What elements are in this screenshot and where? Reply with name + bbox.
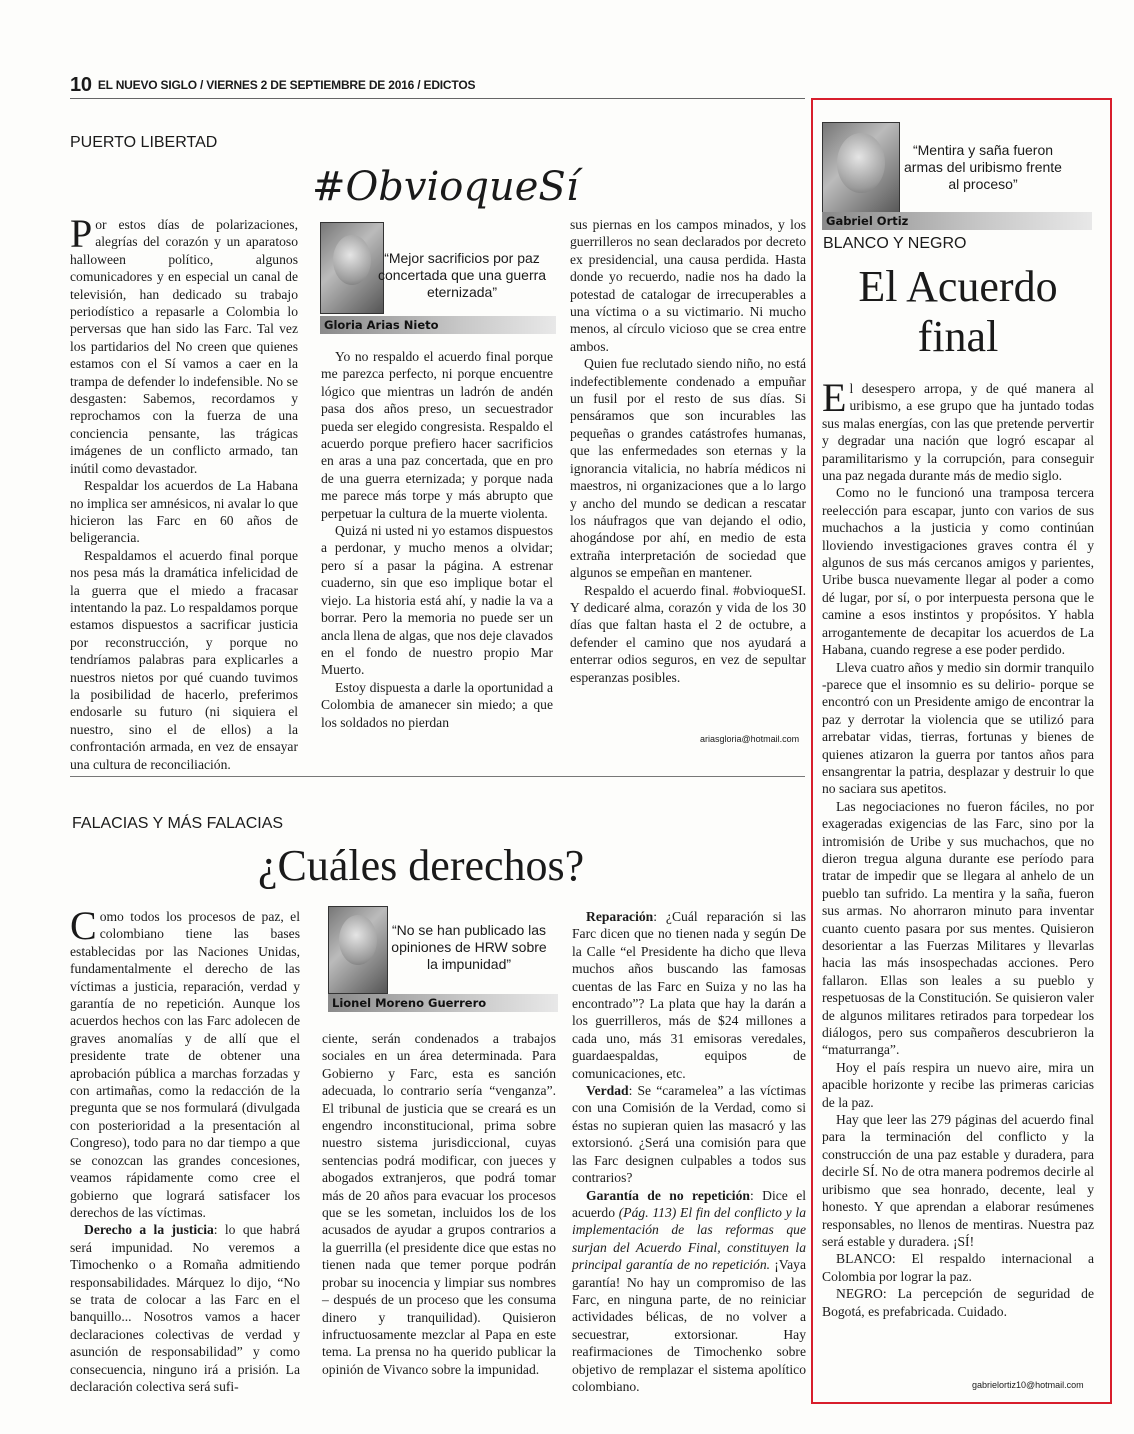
article1-c3-p1: sus piernas en los campos minados, y los guerrilleros no sean declarados por decreto ex presidencial, una causa perdida. Hasta donde yo recuerdo, nadie nos ha dado la potestad de catalogar de irrecuperables a una víctima o a su victimario. Ni mucho menos, al círculo vicioso que se crea entre ambos. [570,217,806,354]
article2-reparacion-text: : ¿Cuál reparación si las Farc dicen que no tienen nada y según De la Calle “el Presidente ha dicho que lleva muchos años buscando las famosas cuentas de las Farc en Suiza y no las ha encontrado”? La plata que hay la darán a los guerrilleros, más de $24 millones a cada uno, más 31 emisoras veredales, guardaespaldas, equipos de comunicaciones, etc. [572,909,806,1081]
article3-column [822,375,1094,1320]
article1-column-2 [321,348,553,731]
article1-section: PUERTO LIBERTAD [70,134,218,151]
article3-p5: Hoy el país respira un nuevo aire, mira un apacible horizonte y recibe las primeras caricias de la paz. [822,1059,1094,1110]
article3-dropcap: E [822,375,847,420]
article2-garantia-text-b: ¡Vaya garantía! No hay un compromiso de las Farc, en ninguna parte, de no reiniciar actividades bélicas, de no volver a secuestrar, extorsionar. Hay reafirmaciones de Timochenko sobre objetivo de remplazar el sistema apolítico colombiano. [572,1257,806,1394]
article2-dropcap: C [70,903,97,948]
article2-justicia-label: Derecho a la justicia [84,1222,214,1238]
article1-column-3 [570,216,806,686]
article3-headline-line2: final [917,312,999,361]
page-number: 10 [70,74,92,96]
article3-p8: NEGRO: La percepción de seguridad de Bogotá, es prefabricada. Cuidado. [822,1286,1094,1319]
article2-garantia-label: Garantía de no repetición [586,1187,750,1203]
article1-email: ariasgloria@hotmail.com [700,734,800,744]
article2-c1-p2: : lo que habrá será impunidad. No veremos a Timochenko o a Romaña admitiendo responsabilidades. Márquez lo dijo, “No se trata de colocar a las Farc en el banquillo... Nosotros vamos a hacer declaraciones colectivas de verdad y asunción de responsabilidad” y como consecuencia, ninguno irá a prisión. La declaración colectiva será sufi- [70,1222,300,1394]
article2-author-name: Lionel Moreno Guerrero [328,994,558,1012]
article1-headline: #ObvioqueSí [312,164,579,210]
article2-column-3 [572,908,806,1395]
article1-c1-p3: Respaldamos el acuerdo final porque nos pesa más la dramática infelicidad de la guerra que el miedo a fracasar intentando la paz. Lo respaldamos porque estamos dispuestos a sacrificar justicia por reconstrucción, y porque no tendríamos palabras para explicarles a nuestros nietos por qué cuando tuvimos la posibilidad de hacerlo, preferimos endosarle su futuro (ni siquiera el nuestro, sino el de ellos) a la confrontación armada, en vez de ensayar una cultura de reconciliación. [70,547,298,772]
header-rule [70,98,805,99]
article3-author-name: Gabriel Ortiz [822,212,1092,230]
author-face-icon [339,915,377,965]
article2-garantia-text-a: : Dice el acuerdo [572,1187,807,1220]
article3-author-photo [822,122,900,216]
article1-pullquote: “Mejor sacrificios por paz concertada que una guerra eternizada” [377,250,547,300]
article1-c2-p2: Quizá ni usted ni yo estamos dispuestos a perdonar, y mucho menos a olvidar; pero sí a pasar la página. A estrenar cuaderno, sin que eso implique botar el viejo. La historia está ahí, y nadie la va a borrar. Pero la memoria no puede ser un ancla llena de algas, que nos deje clavados en el fondo de nuestro propio Mar Muerto. [321,523,553,678]
article3-pullquote: “Mentira y saña fueron armas del uribismo frente al proceso” [904,142,1062,192]
article1-dropcap: P [70,211,93,256]
article2-verdad-text: : Se “caramelea” a las víctimas con una Comisión de la Verdad, como si éstas no supieran quien las masacró y las extorsionó. ¿Será una comisión para que las Farc designen culpables a todos sus contrarios? [572,1083,806,1186]
article3-p6: Hay que leer las 279 páginas del acuerdo final para la terminación del conflicto y la construcción de una paz estable y duradera, para decirle SÍ. No de otra manera podremos decirle al uribismo que sea honrado, decente, leal y honesto. Y que aprendan a elaborar resúmenes responsables, no llenos de mentiras. Nuestra paz será estable y duradera. ¡SÍ! [822,1112,1094,1249]
article2-verdad-label: Verdad [586,1083,629,1099]
author-face-icon [333,235,371,285]
article3-section: BLANCO Y NEGRO [823,235,967,252]
article3-p7: BLANCO: El respaldo internacional a Colombia por lograr la paz. [822,1251,1094,1284]
page-header [70,74,475,97]
article1-c1-p1: or estos días de polarizaciones, alegrías del corazón y un aparatoso halloween político, algunos comunicadores y en especial un canal de televisión, han dedicado su trabajo periodístico a repasarle a Colombia lo perversas que han sido las Farc. Tal vez los partidarios del No creen que quienes estamos con el Sí vamos a caer en la trampa de defender lo indefensible. No se desgasten: Sabemos, recordamos y reprochamos con la fuerza de una conciencia pensante, las trágicas imágenes de un conflicto armado, tan inútil como devastador. [70,217,298,476]
article2-reparacion-label: Reparación [586,909,654,924]
article2-c1-p1: omo todos los procesos de paz, el colombiano tiene las bases establecidas por las Naciones Unidas, fundamentalmente el derecho de las víctimas a justicia, reparación, verdad y garantía de no repetición. Aunque los acuerdos hechos con las Farc adolecen de graves anomalías y de allí que el presidente trate de obtener una aprobación pública a marchas forzadas y con artimañas, como la redacción de la pregunta que se nos formulará (divulgada con posterioridad a la presentación al Congreso), todo para no dar tiempo a que se conozcan las grandes concesiones, veamos rápidamente como cree el gobierno que logrará satisfacer los derechos de las víctimas. [70,909,300,1220]
article2-column-2 [322,1030,556,1378]
article2-garantia-quote: (Pág. 113) El fin del conflicto y la implementación de las reformas que surjan del Acuerdo Final, constituyen la principal garantía de no repetición. [572,1204,806,1273]
article1-c2-p3: Estoy dispuesta a darle la oportunidad a Colombia de amanecer sin miedo; a que los soldados no pierdan [321,679,553,730]
article1-c3-p3: Respaldo el acuerdo final. #obvioqueSI. Y dedicaré alma, corazón y vida de los 30 días que faltan hasta el 2 de octubre, a defender el camino que nos ayudará a enterrar odios seguros, en vez de sepultar esperanzas posibles. [570,582,806,685]
article1-column-1 [70,211,299,773]
header-text: EL NUEVO SIGLO / VIERNES 2 DE SEPTIEMBRE DE 2016 / EDICTOS [97,78,476,92]
article3-p4: Las negociaciones no fueron fáciles, no por exageradas exigencias de las Farc, sino por la intromisión de Uribe y sus muchachos, que no dieron tregua alguna durante ese período para tratar de impedir que se llegara al anhelo de un pueblo tan sufrido. La mentira y la saña, fueron sus armas. No ahorraron minuto para inventar cuanto cuento pasara por sus mentes. Quisieron desorientar a las Fuerzas Militares y llevarlas hacia las más insospechadas acciones. Pero fallaron. Ellas son leales a su pueblo y respetuosas de la Constitución. Se quisieron valer de algunos militares retirados para torpedear los diálogos, pero sus compañeros descubrieron la “maturranga”. [822,798,1094,1058]
article1-c3-p2: Quien fue reclutado siendo niño, no está indefectiblemente condenado a empuñar un fusil por el resto de sus días. Si pensáramos que son incurables las pequeñas o grandes catástrofes humanas, que las enfermedades son eternas y la ignorancia vitalicia, no habría médicos ni maestros, ni organizaciones que a lo largo y ancho del mundo se dedican a rescatar los náufragos que van dejando el odio, ahogándose por ahí, en medio de esta extraña interpretación de sociedad que algunos se empeñan en mantener. [570,356,806,581]
article3-p1: l desespero arropa, y de qué manera al uribismo, a ese grupo que ha juntado todas sus malas energías, con las que pretende pervertir y degradar una nación que logró escapar al paramilitarismo y la corrupción, para conseguir una paz negada durante más de medio siglo. [822,381,1094,484]
article2-author-photo [328,906,388,994]
article3-headline [822,262,1094,362]
article2-column-1 [70,903,300,1395]
article3-email: gabrielortiz10@hotmail.com [972,1380,1084,1390]
article2-section: FALACIAS Y MÁS FALACIAS [72,815,284,832]
author-face-icon [837,133,885,193]
article3-p3: Lleva cuatro años y medio sin dormir tranquilo -parece que el insomnio es su delirio- porque se encontró con un Presidente amigo de encontrar la paz y derrotar la violencia que se utilizó para arrebatar vidas, tierras, fortunas y bienes de quienes atizaron la guerra por tantos años para ensangrentar la patria, desplazar y destruir lo que no saciara sus apetitos. [822,659,1094,797]
article1-c2-p1: Yo no respaldo el acuerdo final porque me parezca perfecto, ni porque encuentre lógico que mientras un ladrón de andén pasa dos años preso, un secuestrador pueda ser elegido congresista. Respaldo el acuerdo porque prefiero hacer sacrificios en aras a una paz concertada, que en pro de una guerra eternizada; y porque nada me parece más torpe y más abrupto que perpetuar la cultura de la muerte violenta. [321,349,553,521]
article2-pullquote: “No se han publicado las opiniones de HRW sobre la impunidad” [391,922,547,972]
article2-headline: ¿Cuáles derechos? [258,841,585,890]
article3-p2: Como no le funcionó una tramposa tercera reelección para escapar, junto con varios de sus muchachos a la justicia y como continúan lloviendo investigaciones graves contra él y algunos de sus más cercanos amigos y parientes, Uribe busca nuevamente llegar al poder a como dé lugar, por sí, o por interpuesta persona que le camine a esos instintos y propósitos. Y habla arrogantemente de decapitar los acuerdos de La Habana, cuando regrese a ese poder perdido. [822,485,1094,658]
article3-headline-line1: El Acuerdo [858,262,1058,311]
article1-c1-p2: Respaldar los acuerdos de La Habana no implica ser amnésicos, ni avalar lo que hicieron las Farc en 60 años de beligerancia. [70,478,299,546]
article1-author-name: Gloria Arias Nieto [320,316,556,334]
article2-c2-p1: ciente, serán condenados a trabajos sociales en un área determinada. Para Gobierno y Farc, esta es sanción adecuada, lo contrario sería “venganza”. El tribunal de justicia que se creará es un engendro inconstitucional, prima sobre nuestro sistema jurisdiccional, cuyas sentencias podrá modificar, con jueces y abogados extranjeros, que podrá tomar más de 20 años para evacuar los procesos que se les sometan, incluidos los de los acusados de ayudar a grupos contrarios a la guerrilla (el presidente dice que estas no tienen nada que temer porque podrán probar su inocencia y limpiar sus nombres – después de un proceso que les consuma dinero y tranquilidad). Quisieron infructuosamente mezclar al Papa en este tema. La prensa no ha querido publicar la opinión de Vivanco sobre la impunidad. [322,1031,556,1377]
article-divider [70,776,805,777]
